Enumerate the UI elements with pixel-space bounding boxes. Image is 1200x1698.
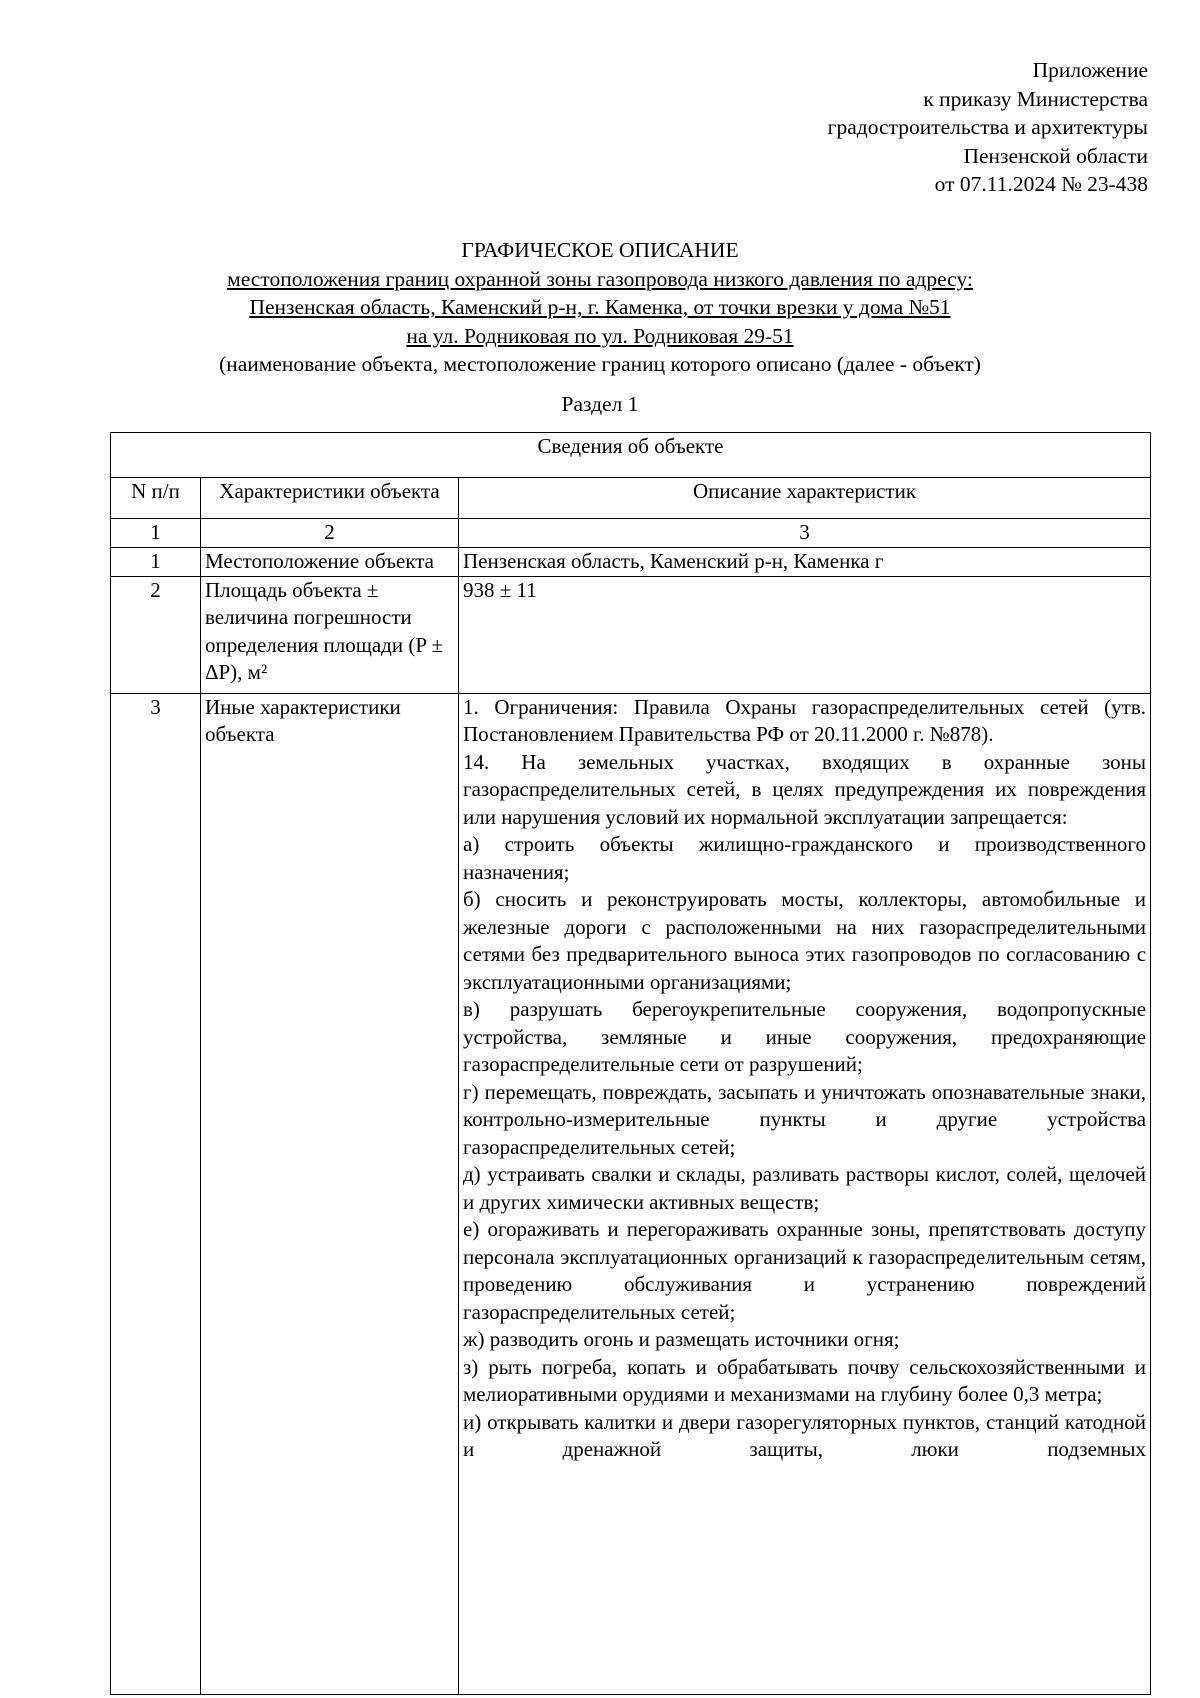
row-number: 1	[111, 548, 201, 577]
document-title-block	[0, 236, 1200, 379]
description-paragraph: д) устраивать свалки и склады, разливать растворы кислот, солей, щелочей и других химически активных веществ;	[463, 1162, 1147, 1214]
row-characteristic: Иные характеристики объекта	[201, 693, 459, 1694]
title-line: местоположения границ охранной зоны газопровода низкого давления по адресу:	[227, 266, 973, 291]
description-paragraph: в) разрушать берегоукрепительные сооружения, водопропускные устройства, земляные и иные сооружения, предохраняющие газораспределительные сети от разрушений;	[463, 997, 1147, 1076]
approval-line: к приказу Министерства	[923, 86, 1148, 111]
table-row	[111, 693, 1151, 1694]
title-line: Пензенская область, Каменский р-н, г. Каменка, от точки врезки у дома №51	[249, 295, 951, 319]
column-number: 2	[201, 519, 459, 548]
document-heading: ГРАФИЧЕСКОЕ ОПИСАНИЕ	[461, 238, 739, 262]
title-note: (наименование объекта, местоположение границ которого описано (далее - объект)	[219, 352, 981, 376]
approval-block	[828, 56, 1148, 199]
table-caption: Сведения об объекте	[111, 433, 1151, 478]
row-number: 2	[111, 576, 201, 693]
description-paragraph: е) огораживать и перегораживать охранные зоны, препятствовать доступу персонала эксплуатационных организаций к газораспределительным сетям, проведению обслуживания и устранению повреждений газораспределительных сетей;	[463, 1217, 1147, 1324]
row-description: 938 ± 11	[459, 576, 1151, 693]
approval-line: Пензенской области	[963, 143, 1148, 168]
approval-line: Приложение	[1032, 58, 1148, 82]
title-line: на ул. Родниковая по ул. Родниковая 29-51	[406, 323, 794, 348]
description-paragraph: ж) разводить огонь и размещать источники огня;	[463, 1327, 900, 1351]
row-description: Пензенская область, Каменский р-н, Каменка г	[459, 548, 1151, 577]
description-paragraph: 14. На земельных участках, входящих в охранные зоны газораспределительных сетей, в целях предупреждения их повреждения или нарушения условий их нормальной эксплуатации запрещается:	[463, 749, 1147, 829]
approval-date-number: от 07.11.2024 № 23-438	[934, 172, 1148, 196]
approval-line: градостроительства и архитектуры	[827, 115, 1148, 139]
description-paragraph: б) сносить и реконструировать мосты, коллекторы, автомобильные и железные дороги с расположенными на них газораспределительными сетями без предварительного выноса этих газопроводов по согласованию с эксплуатационными организациями;	[463, 887, 1147, 994]
column-header-number: N п/п	[111, 478, 201, 519]
column-number: 3	[459, 519, 1151, 548]
column-header-description: Описание характеристик	[459, 478, 1151, 519]
row-number: 3	[111, 693, 201, 1694]
object-info-table	[110, 432, 1151, 1695]
row-characteristic: Местоположение объекта	[201, 548, 459, 577]
description-paragraph: и) открывать калитки и двери газорегуляторных пунктов, станций катодной и дренажной защиты, люки подземных	[463, 1409, 1147, 1461]
description-paragraph: 1. Ограничения: Правила Охраны газораспределительных сетей (утв. Постановлением Правительства РФ от 20.11.2000 г. №878).	[463, 694, 1147, 746]
column-number: 1	[111, 519, 201, 548]
row-description	[459, 693, 1151, 1694]
row-characteristic: Площадь объекта ± величина погрешности определения площади (P ± ΔP), м²	[201, 576, 459, 693]
description-paragraph: а) строить объекты жилищно-гражданского и производственного назначения;	[463, 832, 1147, 884]
table-row	[111, 576, 1151, 693]
description-paragraph: г) перемещать, повреждать, засыпать и уничтожать опознавательные знаки, контрольно-измерительные пункты и другие устройства газораспределительных сетей;	[463, 1079, 1147, 1159]
description-paragraph: з) рыть погреба, копать и обрабатывать почву сельскохозяйственными и мелиоративными орудиями и механизмами на глубину более 0,3 метра;	[463, 1354, 1147, 1406]
column-header-characteristic: Характеристики объекта	[201, 478, 459, 519]
table-row	[111, 548, 1151, 577]
section-label: Раздел 1	[561, 392, 639, 416]
